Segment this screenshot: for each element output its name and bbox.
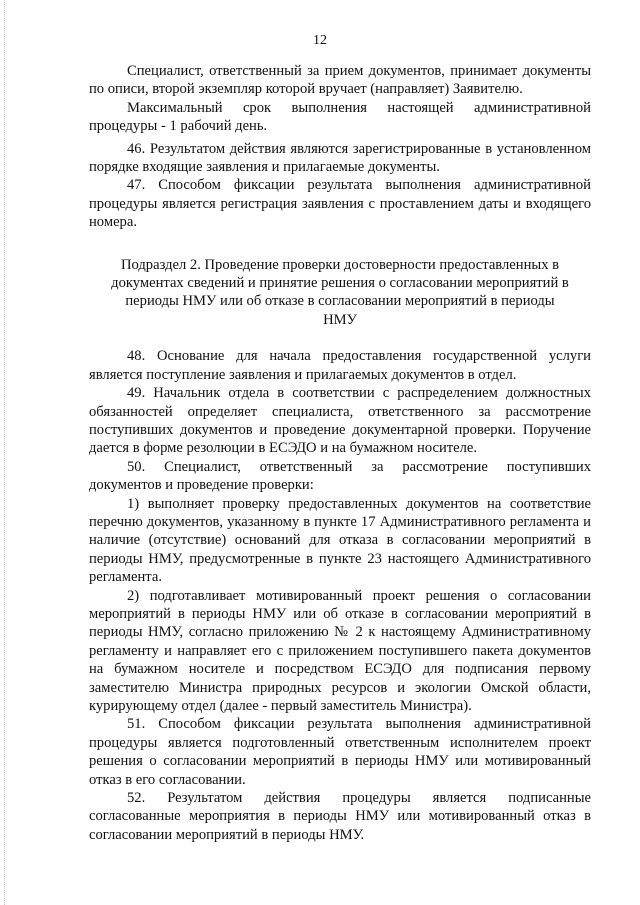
- paragraph-52: 52. Результатом действия процедуры является подписанные согласованные мероприятия в периоды НМУ или мотивированный отказ в согласовании мероприятий в периоды НМУ.: [89, 790, 591, 843]
- paragraph-50-item-2: 2) подготавливает мотивированный проект решения о согласовании мероприятий в периоды НМУ или об отказе в согласовании мероприятий в периоды НМУ, согласно приложению № 2 к настоящему Административному регламенту и направляет его с приложением поступившего пакета документов на бумажном носителе и посредством ЕСЭДО для подписания первому заместителю Министра природных ресурсов и экологии Омской области, курирующему отдел (далее - первый заместитель Министра).: [89, 587, 591, 714]
- paragraph-49: 49. Начальник отдела в соответствии с распределением должностных обязанностей определяет специалиста, ответственного за рассмотрение поступивших документов и проведение документарной проверки. Поручение дается в форме резолюции в ЕСЭДО и на бумажном носителе.: [89, 385, 591, 457]
- paragraph-48: 48. Основание для начала предоставления государственной услуги является поступление заявления и прилагаемых документов в отдел.: [89, 348, 591, 383]
- paragraph-51: 51. Способом фиксации результата выполнения административной процедуры является подготовленный ответственным исполнителем проект решения о согласовании мероприятий в периоды НМУ или мотивированный отказ в его согласовании.: [89, 716, 591, 788]
- paragraph-max-term: Максимальный срок выполнения настоящей административной процедуры - 1 рабочий день.: [89, 99, 591, 135]
- paragraph-46: 46. Результатом действия являются зарегистрированные в установленном порядке входящие заявления и прилагаемые документы.: [89, 140, 591, 176]
- margin-dotted-line: [4, 0, 5, 905]
- document-body: [89, 62, 591, 844]
- paragraph-acceptance: Специалист, ответственный за прием документов, принимает документы по описи, второй экземпляр которой вручает (направляет) Заявителю.: [89, 63, 591, 98]
- paragraph-50: 50. Специалист, ответственный за рассмотрение поступивших документов и проведение проверки:: [89, 458, 591, 494]
- paragraph-47: 47. Способом фиксации результата выполнения административной процедуры является регистрация заявления с проставлением даты и входящего номера.: [89, 177, 591, 231]
- page-number: 12: [313, 33, 327, 48]
- paragraph-50-item-1: 1) выполняет проверку предоставленных документов на соответствие перечню документов, указанному в пункте 17 Административного регламента и наличие (отсутствие) оснований для отказа в согласовании мероприятий в периоды НМУ, предусмотренные в пункте 23 настоящего Административного регламента.: [89, 495, 591, 586]
- subsection-heading: Подраздел 2. Проведение проверки достоверности предоставленных в документах сведений и принятие решения о согласовании мероприятий в периоды НМУ или об отказе в согласовании мероприятий в периоды НМУ: [111, 256, 569, 328]
